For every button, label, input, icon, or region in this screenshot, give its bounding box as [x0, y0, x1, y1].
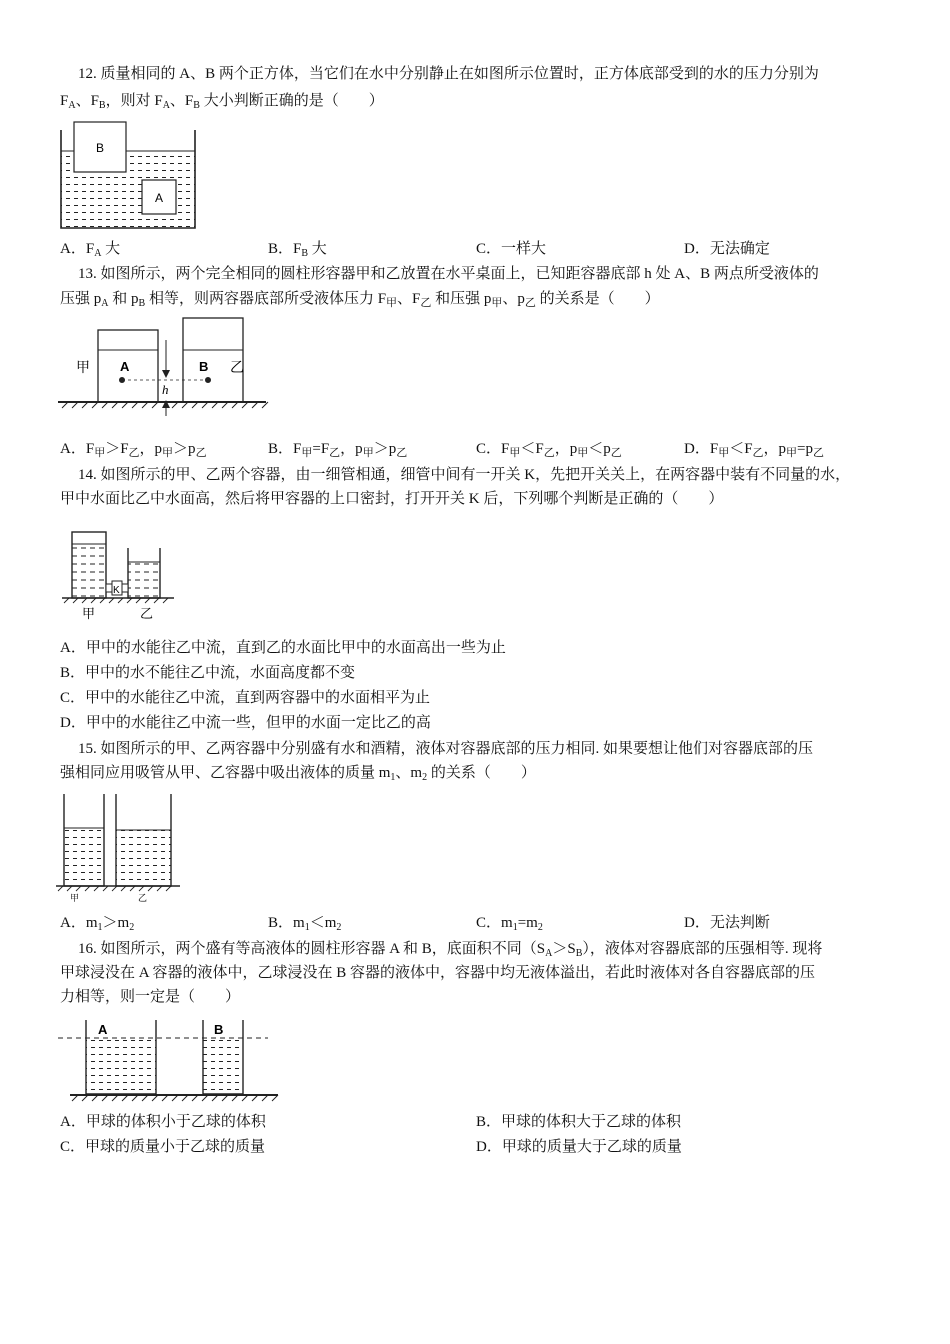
q12-options — [60, 238, 900, 260]
q13-option-c[interactable]: C．$F_甲<F_乙$，$p_甲<p_乙$ — [476, 441, 622, 459]
q13-label-b: B — [199, 359, 209, 374]
q15-option-d[interactable]: D．无法判断 — [684, 915, 770, 931]
q12-option-d[interactable]: D．无法确定 — [684, 241, 770, 257]
q14-number: 14. — [78, 467, 97, 483]
q16-option-d[interactable]: D．甲球的质量大于乙球的质量 — [476, 1139, 682, 1155]
q16-label-b: B — [214, 1022, 224, 1037]
q14-option-c[interactable]: C．甲中的水能往乙中流，直到两容器中的水面相平为止 — [60, 690, 431, 706]
q15-text-line1: 如图所示的甲、乙两容器中分别盛有水和酒精，液体对容器底部的压力相同. 如果要想让他们对容器底部的压 — [100, 741, 814, 757]
q14-label-k: K — [113, 585, 120, 596]
q12-number: 12. — [78, 66, 97, 82]
q13-label-h: h — [162, 382, 169, 397]
q13-option-d[interactable]: D．$F_甲<F_乙$，$p_甲=p_乙$ — [684, 441, 825, 459]
q15-label-jia: 甲 — [70, 893, 80, 902]
q15-option-b[interactable]: B．$m_1<m_2$ — [268, 915, 342, 933]
q16-stem-line3: 力相等，则一定是（ ） — [60, 989, 241, 1005]
q13-option-a[interactable]: A．$F_甲>F_乙$，$p_甲>p_乙$ — [60, 441, 207, 459]
q13-label-yi: 乙 — [230, 361, 244, 376]
q16-option-b[interactable]: B．甲球的体积大于乙球的体积 — [476, 1114, 682, 1130]
q16-option-a[interactable]: A．甲球的体积小于乙球的体积 — [60, 1114, 266, 1130]
q12-option-b[interactable]: B．$F_B$ 大 — [268, 241, 327, 259]
q14-option-d[interactable]: D．甲中的水能往乙中流一些，但甲的水面一定比乙的高 — [60, 715, 431, 731]
q13-option-b[interactable]: B．$F_甲=F_乙$，$p_甲>p_乙$ — [268, 441, 408, 459]
q13-stem — [60, 262, 900, 287]
q12-option-c[interactable]: C．一样大 — [476, 241, 547, 257]
q14-option-b[interactable]: B．甲中的水不能往乙中流，水面高度都不变 — [60, 665, 356, 681]
q14-stem — [60, 463, 900, 488]
q15-label-yi: 乙 — [138, 893, 148, 902]
q13-number: 13. — [78, 266, 97, 282]
q12-stem — [60, 62, 900, 87]
q14-text-line1: 如图所示的甲、乙两个容器，由一细管相通，细管中间有一开关 K，先把开关关上，在两容器中装有不同量的水， — [100, 467, 851, 483]
q16-number: 16. — [78, 941, 97, 957]
q15-stem-line2: 强相同应用吸管从甲、乙容器中吸出液体的质量 $m_1$、$m_2$ 的关系（ ） — [60, 765, 536, 783]
q15-figure — [56, 792, 182, 902]
q16-stem-line2: 甲球浸没在 A 容器的液体中，乙球浸没在 B 容器的液体中，容器中均无液体溢出，若此时液体对各自容器底部的压 — [60, 965, 816, 981]
q16-stem: 16. 如图所示，两个盛有等高液体的圆柱形容器 A 和 B，底面积不同$(S_A>S_B)$，液体对容器底部的压强相等. 现将 — [78, 941, 823, 959]
q14-label-yi: 乙 — [140, 606, 154, 621]
q13-figure — [58, 314, 270, 432]
q13-stem-line2: 压强 $p_A$ 和 $p_B$ 相等，则两容器底部所受液体压力 $F_甲$、$F_乙$ 和压强 $p_甲$、$p_乙$ 的关系是（ ） — [60, 291, 660, 309]
q16-option-c[interactable]: C．甲球的质量小于乙球的质量 — [60, 1139, 266, 1155]
q12-cube-a-label: A — [154, 191, 164, 205]
q14-stem-line2: 甲中水面比乙中水面高，然后将甲容器的上口密封，打开开关 K 后，下列哪个判断是正确的（ ） — [60, 491, 724, 507]
q13-label-jia: 甲 — [76, 361, 90, 376]
q15-stem — [60, 737, 900, 762]
q16-figure — [58, 1016, 280, 1106]
q14-figure — [62, 528, 178, 622]
q12-stem-line2: $F_A$、$F_B$，则对 $F_A$、$F_B$ 大小判断正确的是（ ） — [60, 93, 384, 111]
q12-option-a[interactable]: A．$F_A$ 大 — [60, 241, 121, 259]
q16-options-row1 — [60, 1111, 900, 1133]
q15-number: 15. — [78, 741, 97, 757]
q16-label-a: A — [98, 1022, 108, 1037]
q15-option-c[interactable]: C．$m_1=m_2$ — [476, 915, 543, 933]
q16-options-row2 — [60, 1136, 900, 1158]
q15-option-a[interactable]: A．$m_1>m_2$ — [60, 915, 135, 933]
q14-option-a[interactable]: A．甲中的水能往乙中流，直到乙的水面比甲中的水面高出一些为止 — [60, 640, 506, 656]
q13-text-line1: 如图所示，两个完全相同的圆柱形容器甲和乙放置在水平桌面上，已知距容器底部 h 处 A、B 两点所受液体的 — [100, 266, 819, 282]
q14-label-jia: 甲 — [82, 606, 96, 621]
q12-figure — [58, 118, 200, 234]
q13-options — [60, 438, 900, 460]
q12-cube-b-label: B — [95, 141, 105, 155]
q13-label-a: A — [120, 359, 130, 374]
q15-options — [60, 912, 900, 934]
q12-text-line1: 质量相同的 A、B 两个正方体，当它们在水中分别静止在如图所示位置时，正方体底部受到的水的压力分别为 — [100, 66, 819, 82]
